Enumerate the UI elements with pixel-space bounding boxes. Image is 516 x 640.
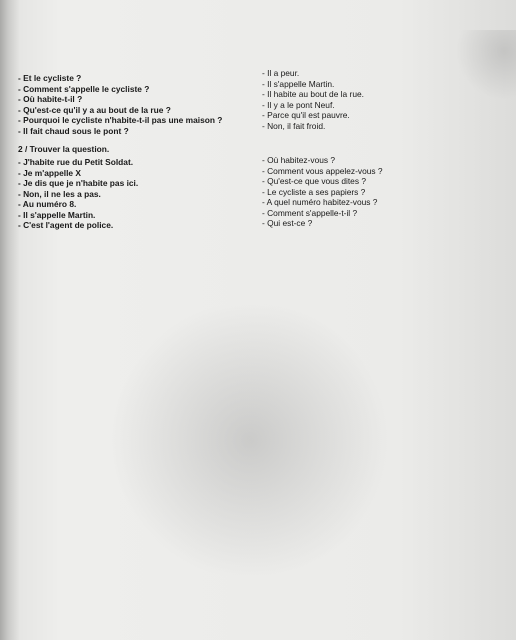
question-line: - Qu'est-ce qu'il y a au bout de la rue ? <box>18 104 171 115</box>
question-line: - Comment s'appelle-t-il ? <box>262 207 358 218</box>
answer-line: - Parce qu'il est pauvre. <box>262 110 350 120</box>
question-line: - Où habite-t-il ? <box>18 94 83 104</box>
question-line: - Comment vous appelez-vous ? <box>262 165 383 176</box>
exercise2-questions <box>262 155 383 229</box>
question-line: - Qu'est-ce que vous dites ? <box>262 176 367 186</box>
question-line: - Où habitez-vous ? <box>262 155 336 165</box>
question-line: - A quel numéro habitez-vous ? <box>262 197 378 207</box>
statement-line: - C'est l'agent de police. <box>18 220 114 230</box>
question-line: - Pourquoi le cycliste n'habite-t-il pas une maison ? <box>18 115 223 125</box>
question-line: - Il fait chaud sous le pont ? <box>18 125 129 136</box>
answer-line: - Il a peur. <box>262 68 300 78</box>
statement-line: - Je dis que je n'habite pas ici. <box>18 178 139 188</box>
question-line: - Comment s'appelle le cycliste ? <box>18 83 150 94</box>
exercise1-answers <box>262 68 462 131</box>
statement-line: - Il s'appelle Martin. <box>18 209 96 220</box>
statement-line: - Je m'appelle X <box>18 167 81 178</box>
answer-line: - Il y a le pont Neuf. <box>262 99 335 110</box>
question-line: - Et le cycliste ? <box>18 73 82 83</box>
statement-line: - Au numéro 8. <box>18 199 77 209</box>
scan-shadow <box>110 300 390 580</box>
question-line: - Le cycliste a ses papiers ? <box>262 186 366 197</box>
answer-line: - Il s'appelle Martin. <box>262 78 335 89</box>
answer-line: - Il habite au bout de la rue. <box>262 89 364 99</box>
exercise2-title: 2 / Trouver la question. <box>18 144 110 154</box>
exercise2-statements <box>18 157 138 231</box>
answer-line: - Non, il fait froid. <box>262 120 326 131</box>
bleed-through-shadow <box>456 30 516 100</box>
statement-line: - Non, il ne les a pas. <box>18 188 101 199</box>
question-line: - Qui est-ce ? <box>262 218 313 228</box>
exercise1-questions <box>18 73 258 136</box>
statement-line: - J'habite rue du Petit Soldat. <box>18 157 134 167</box>
